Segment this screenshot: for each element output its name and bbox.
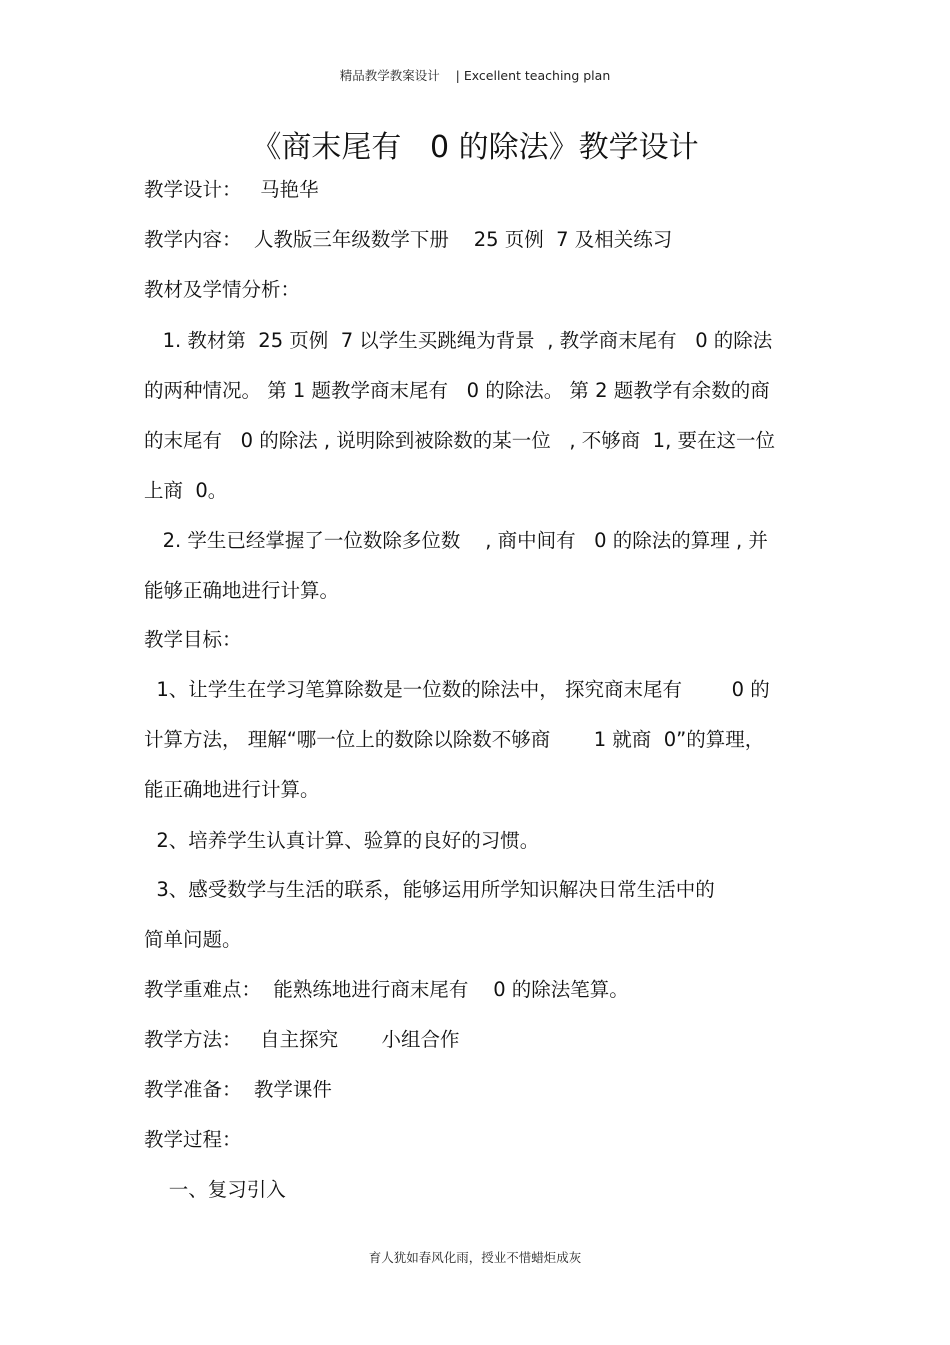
analysis-heading: 教材及学情分析：	[144, 278, 301, 301]
preparation-line: 教学准备： 教学课件	[144, 1078, 332, 1101]
objective-line: 能正确地进行计算。	[144, 778, 320, 801]
paragraph-line: 的两种情况。 第 1 题教学商末尾有 0 的除法。 第 2 题教学有余数的商	[144, 379, 770, 402]
paragraph-line: 2. 学生已经掌握了一位数除多位数 , 商中间有 0 的除法的算理 , 并	[144, 529, 768, 552]
objective-line: 1、让学生在学习笔算除数是一位数的除法中， 探究商末尾有 0 的	[144, 678, 770, 701]
page-header: 精品教学教案设计 | Excellent teaching plan	[339, 68, 611, 83]
key-points-line: 教学重难点： 能熟练地进行商末尾有 0 的除法笔算。	[144, 978, 629, 1001]
objective-line: 3、感受数学与生活的联系，能够运用所学知识解决日常生活中的	[144, 878, 715, 901]
objective-line: 计算方法， 理解“哪一位上的数除以除数不够商 1 就商 0”的算理，	[144, 728, 765, 751]
author-line: 教学设计： 马艳华	[144, 178, 319, 201]
objective-line: 2、培养学生认真计算、验算的良好的习惯。	[144, 829, 540, 852]
method-line: 教学方法： 自主探究 小组合作	[144, 1028, 460, 1051]
paragraph-line: 能够正确地进行计算。	[144, 579, 340, 602]
document-title: 《商末尾有 0 的除法》教学设计	[251, 130, 699, 165]
paragraph-line: 的末尾有 0 的除法 , 说明除到被除数的某一位 , 不够商 1, 要在这一位	[144, 429, 775, 452]
content-line: 教学内容： 人教版三年级数学下册 25 页例 7 及相关练习	[144, 228, 673, 251]
paragraph-line: 上商 0。	[144, 479, 228, 502]
paragraph-line: 1. 教材第 25 页例 7 以学生买跳绳为背景 , 教学商末尾有 0 的除法	[144, 329, 773, 352]
objectives-heading: 教学目标：	[144, 628, 242, 651]
process-heading: 教学过程：	[144, 1128, 242, 1151]
objective-line: 简单问题。	[144, 928, 242, 951]
page-footer: 育人犹如春风化雨，授业不惜蜡炬成灰	[368, 1250, 582, 1265]
section-heading: 一、复习引入	[144, 1178, 286, 1201]
